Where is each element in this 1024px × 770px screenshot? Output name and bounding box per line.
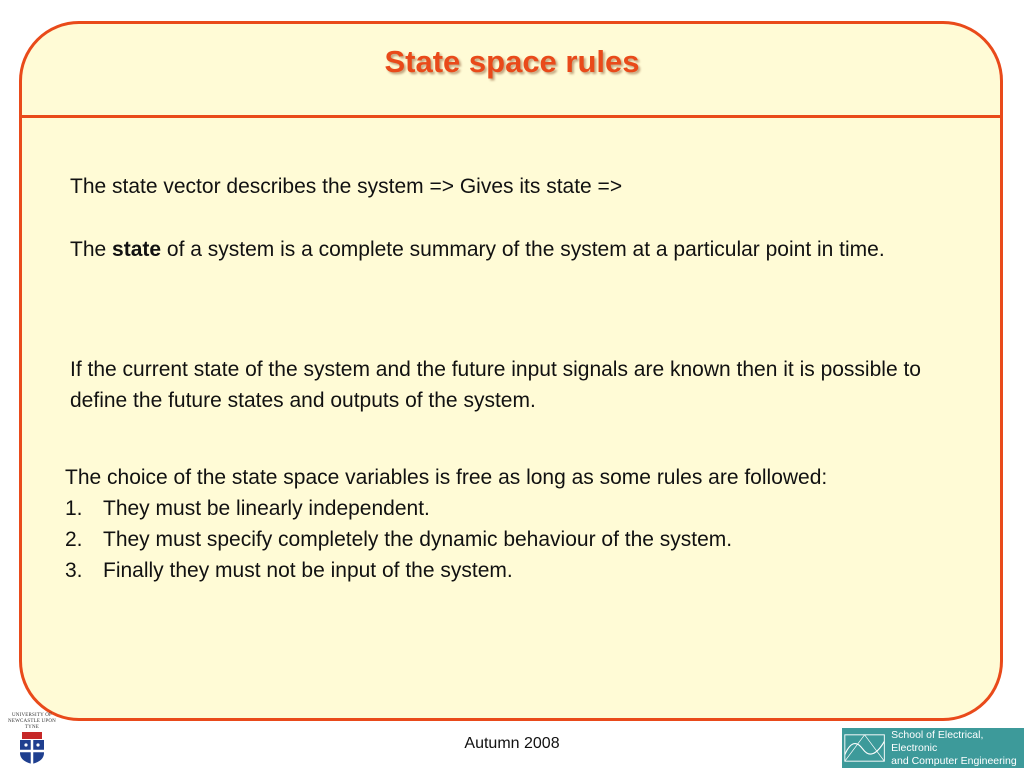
rules-section (65, 462, 1005, 586)
rule-item (65, 555, 1005, 586)
school-name-line1: School of Electrical, Electronic (891, 728, 984, 754)
footer-label: Autumn 2008 (464, 735, 560, 752)
rule-text: Finally they must not be input of the system. (103, 559, 513, 582)
slide-title: State space rules (384, 44, 640, 79)
rule-text: They must specify completely the dynamic behaviour of the system. (103, 528, 733, 551)
school-logo (842, 728, 1024, 768)
rule-number: 3. (65, 559, 83, 582)
rule-item (65, 524, 1005, 555)
waveform-icon (842, 731, 887, 765)
university-logo (6, 713, 58, 765)
school-name-line2: and Computer Engineering (891, 754, 1017, 767)
university-name: UNIVERSITY OF NEWCASTLE UPON TYNE (8, 713, 56, 730)
university-crest-icon (6, 731, 58, 765)
rule-number: 1. (65, 497, 83, 520)
paragraph-future-states: If the current state of the system and the future input signals are known then it is possible to define the future states and outputs of the system. (70, 358, 921, 412)
paragraph-state-vector: The state vector describes the system => Gives its state => (70, 175, 623, 198)
rule-item (65, 493, 1005, 524)
paragraph-state-definition-pre: The (70, 238, 113, 261)
paragraph-state-definition-post: of a system is a complete summary of the system at a particular point in time. (161, 238, 885, 261)
title-divider (22, 115, 1000, 118)
state-keyword: state (112, 238, 162, 261)
rules-list (65, 493, 1005, 586)
paragraph-state-definition (70, 234, 954, 265)
rules-intro: The choice of the state space variables is free as long as some rules are followed: (65, 466, 828, 489)
rule-text: They must be linearly independent. (103, 497, 430, 520)
rule-number: 2. (65, 528, 83, 551)
